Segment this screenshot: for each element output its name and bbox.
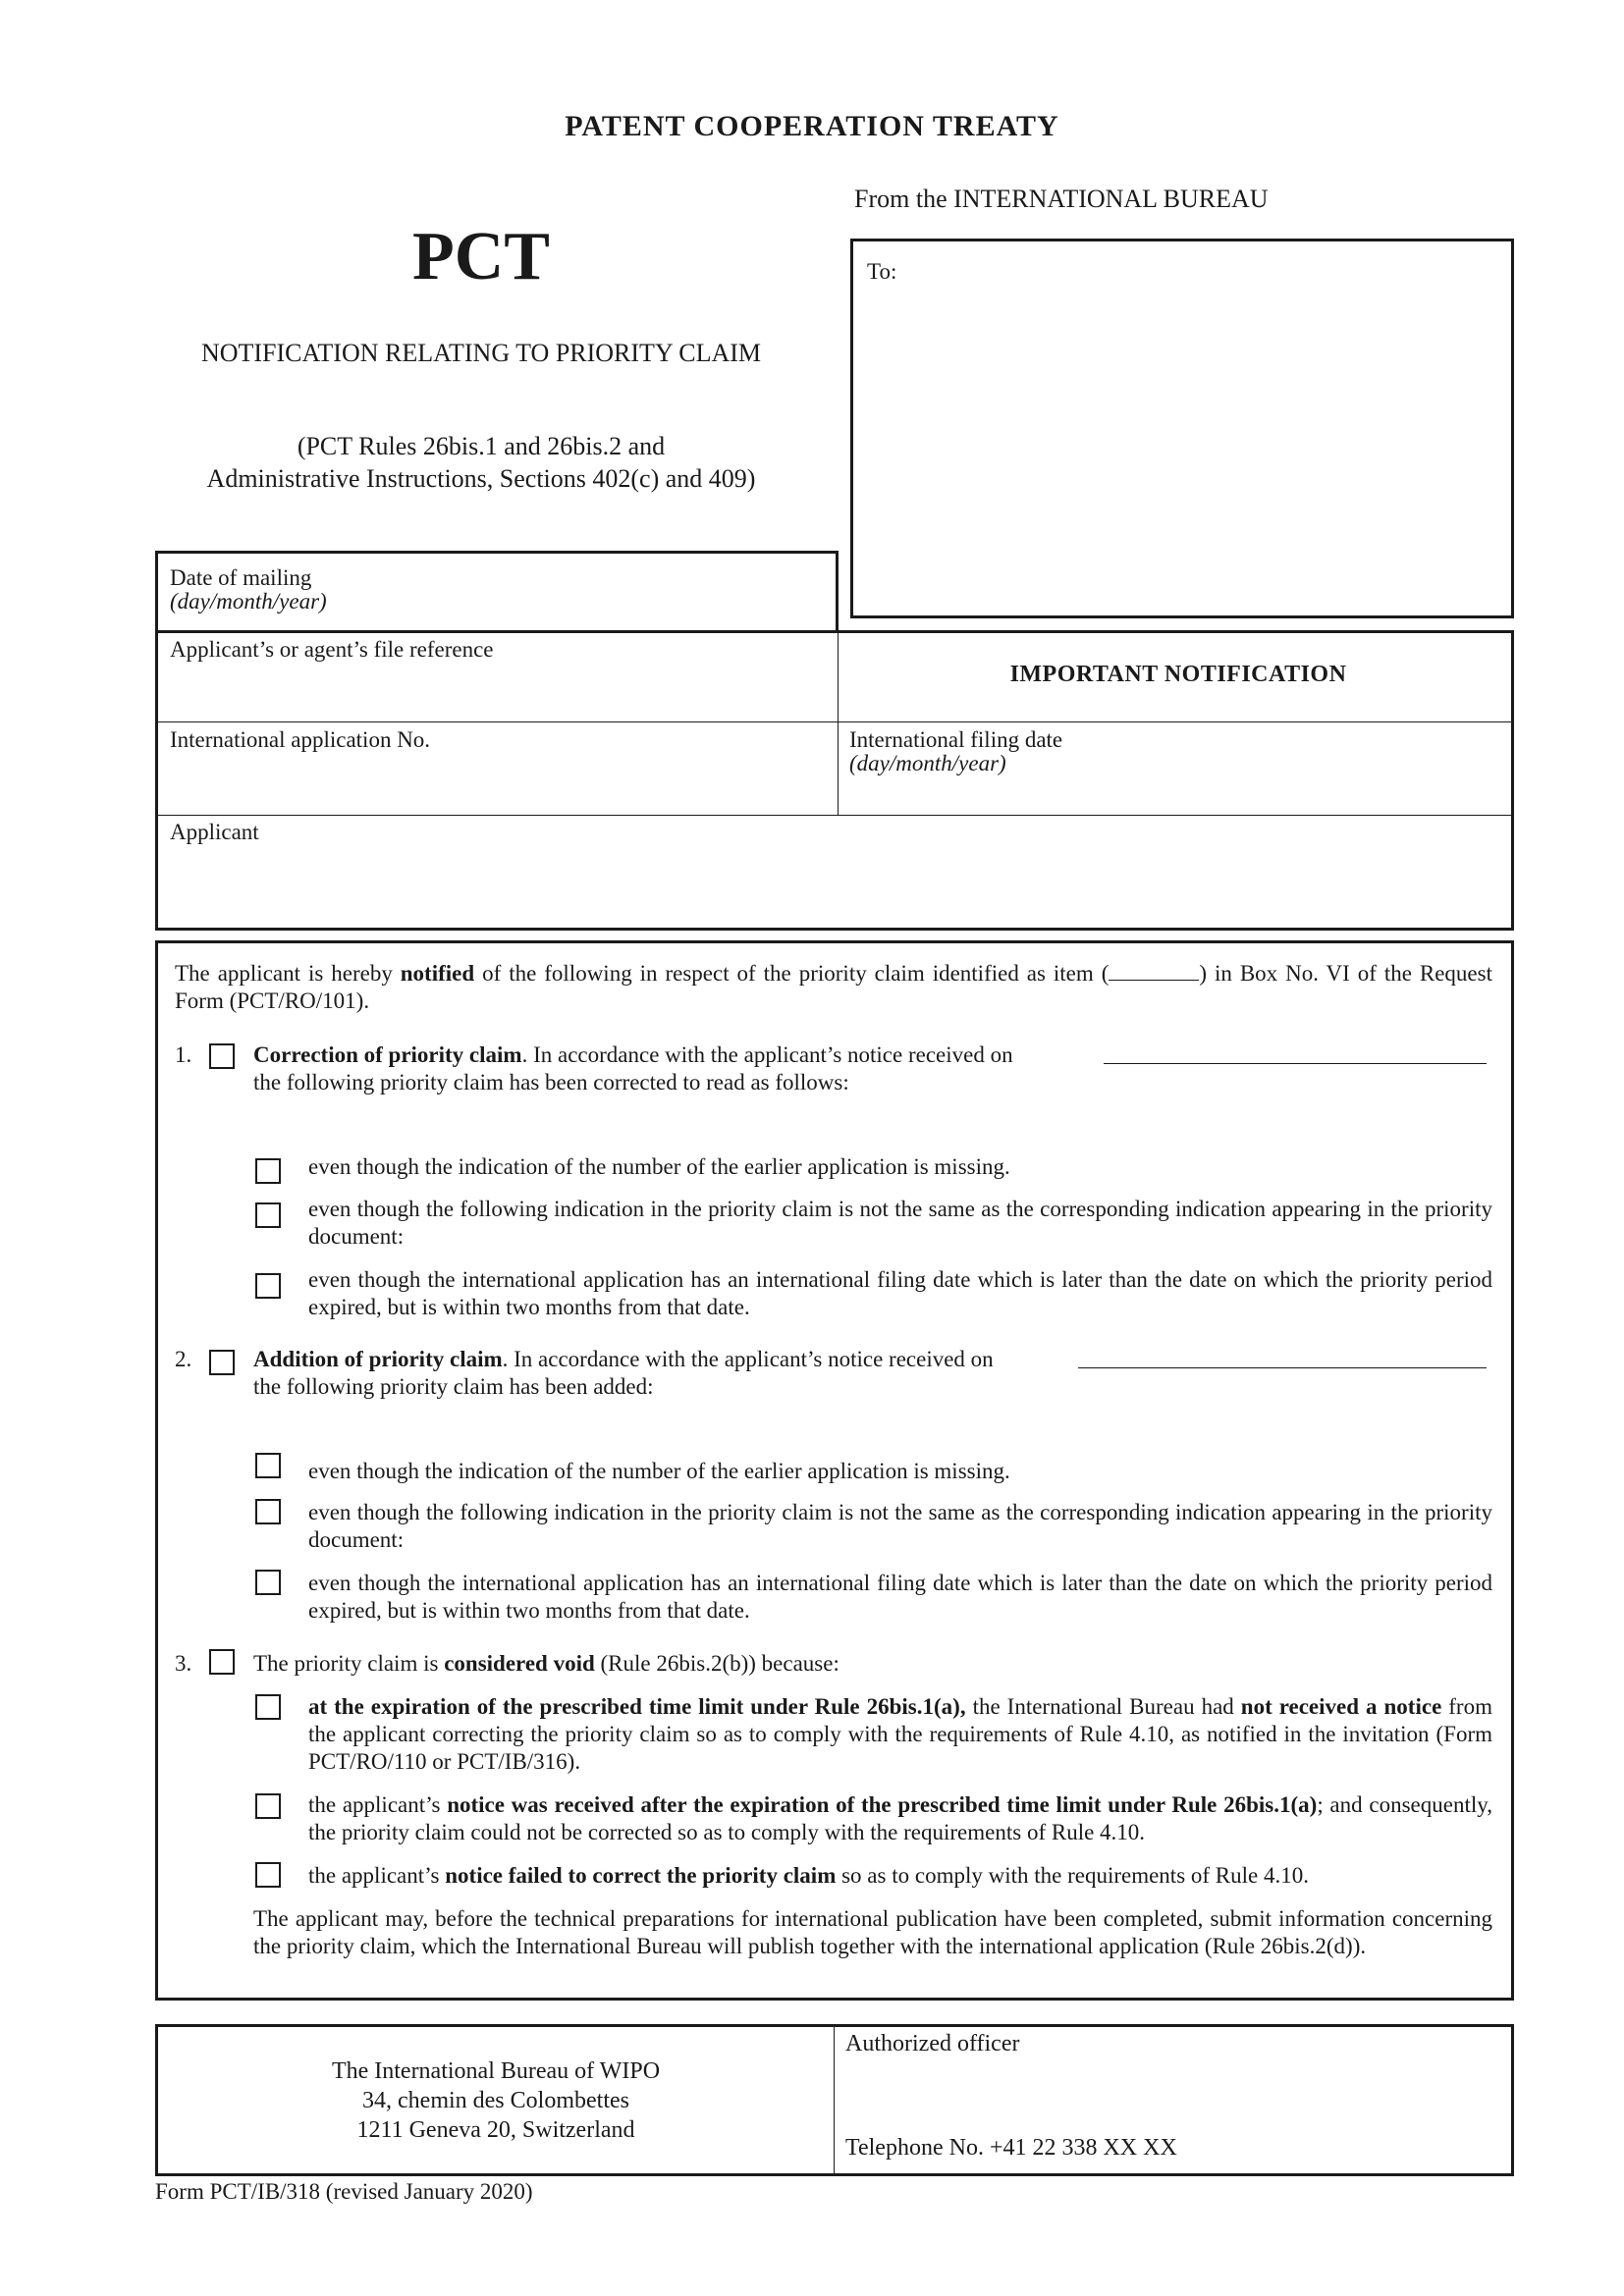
authorized-officer-field[interactable]: [838, 2060, 1511, 2133]
info-table: [155, 630, 1514, 931]
addition-option2-checkbox[interactable]: [255, 1499, 281, 1524]
notification-title: NOTIFICATION RELATING TO PRIORITY CLAIM: [200, 339, 762, 367]
correction-option3-text: even though the international application has an international filing date which is later than the date on which the priority period expired, but is within two months from that date.: [308, 1267, 1492, 1319]
correction-option1-text: even though the indication of the number of the earlier application is missing.: [308, 1154, 1010, 1179]
applicant-label: Applicant: [170, 820, 259, 844]
intro-paragraph: The applicant is hereby notified of the following in respect of the priority claim identified as item ( ) in Box No. VI of the Request Form (PCT/RO/101).: [175, 961, 1492, 1013]
rules-reference: [147, 430, 815, 495]
date-format-label: (day/month/year): [170, 589, 327, 614]
international-application-no-label: International application No.: [170, 727, 431, 752]
correction-option1-checkbox[interactable]: [255, 1158, 281, 1184]
international-filing-date-label: International filing date: [849, 727, 1063, 752]
footer-box: [155, 2024, 1514, 2176]
authorized-officer-label: Authorized officer: [845, 2031, 1020, 2056]
priority-item-field[interactable]: [1109, 980, 1199, 981]
international-application-no-field[interactable]: [158, 723, 836, 814]
addition-checkbox[interactable]: [209, 1350, 235, 1375]
void-reason1-checkbox[interactable]: [255, 1694, 281, 1720]
to-label: To:: [867, 259, 897, 284]
section3-number: 3.: [175, 1651, 192, 1676]
file-reference-field[interactable]: [158, 633, 836, 720]
correction-notice-date-field[interactable]: [1104, 1041, 1487, 1064]
pct-title: PCT: [412, 219, 550, 294]
telephone-number: Telephone No. +41 22 338 XX XX: [845, 2135, 1177, 2161]
section2-line2: the following priority claim has been added:: [253, 1374, 654, 1399]
filing-date-format-label: (day/month/year): [849, 751, 1006, 775]
file-reference-label: Applicant’s or agent’s file reference: [170, 637, 494, 662]
rules-line-2: Administrative Instructions, Sections 402(c) and 409): [206, 464, 756, 493]
correction-checkbox[interactable]: [209, 1043, 235, 1069]
section1-number: 1.: [175, 1042, 192, 1067]
void-reason2-checkbox[interactable]: [255, 1793, 281, 1819]
void-reason3-text: the applicant’s notice failed to correct the priority claim so as to comply with the requirements of Rule 4.10.: [308, 1863, 1310, 1888]
wipo-address: [158, 2056, 834, 2145]
important-notification: IMPORTANT NOTIFICATION: [1009, 662, 1347, 687]
from-line: From the INTERNATIONAL BUREAU: [854, 185, 1269, 213]
section1-line1: Correction of priority claim. In accordance with the applicant’s notice received on: [253, 1042, 1013, 1067]
form-identifier: Form PCT/IB/318 (revised January 2020): [155, 2179, 533, 2204]
correction-option3-checkbox[interactable]: [255, 1273, 281, 1299]
section3-line1: The priority claim is considered void (Rule 26bis.2(b)) because:: [253, 1651, 839, 1676]
closing-paragraph: The applicant may, before the technical preparations for international publication have been completed, submit information concerning the priority claim, which the International Bureau will publish together with the international application (Rule 26bis.2(d)).: [253, 1906, 1492, 1958]
international-filing-date-field[interactable]: [839, 723, 1511, 814]
wipo-city: 1211 Geneva 20, Switzerland: [356, 2117, 635, 2143]
correction-option2-text: even though the following indication in the priority claim is not the same as the corresponding indication appearing in the priority document:: [308, 1197, 1492, 1249]
wipo-street: 34, chemin des Colombettes: [362, 2088, 629, 2113]
void-reason3-checkbox[interactable]: [255, 1862, 281, 1888]
treaty-title: PATENT COOPERATION TREATY: [565, 110, 1059, 142]
void-reason2-text: the applicant’s notice was received after the expiration of the prescribed time limit under Rule 26bis.1(a); and consequently, the priority claim could not be corrected so as to comply with the requirements of Rule 4.10.: [308, 1792, 1492, 1844]
addition-option3-checkbox[interactable]: [255, 1570, 281, 1595]
correction-option2-checkbox[interactable]: [255, 1202, 281, 1228]
addition-notice-date-field[interactable]: [1078, 1346, 1487, 1368]
void-reason1-text: at the expiration of the prescribed time limit under Rule 26bis.1(a), the International Bureau had not received a notice from the applicant correcting the priority claim so as to comply with the requirements of Rule 4.10, as notified in the invitation (Form PCT/RO/110 or PCT/IB/316).: [308, 1694, 1492, 1774]
date-of-mailing-label: Date of mailing: [170, 565, 312, 590]
date-of-mailing-box: [155, 551, 839, 631]
section2-line1: Addition of priority claim. In accordance with the applicant’s notice received on: [253, 1347, 994, 1371]
addition-option3-text: even though the international application has an international filing date which is later than the date on which the priority period expired, but is within two months from that date.: [308, 1571, 1492, 1623]
wipo-name: The International Bureau of WIPO: [331, 2058, 661, 2084]
section1-line2: the following priority claim has been corrected to read as follows:: [253, 1070, 849, 1095]
address-box[interactable]: [850, 239, 1514, 618]
addition-option2-text: even though the following indication in the priority claim is not the same as the corresponding indication appearing in the priority document:: [308, 1500, 1492, 1552]
section2-number: 2.: [175, 1347, 192, 1371]
rules-line-1: (PCT Rules 26bis.1 and 26bis.2 and: [297, 432, 666, 460]
addition-option1-checkbox[interactable]: [255, 1453, 281, 1478]
applicant-field[interactable]: [158, 817, 1511, 928]
addition-option1-text: even though the indication of the number of the earlier application is missing.: [308, 1459, 1010, 1483]
void-checkbox[interactable]: [209, 1649, 235, 1675]
